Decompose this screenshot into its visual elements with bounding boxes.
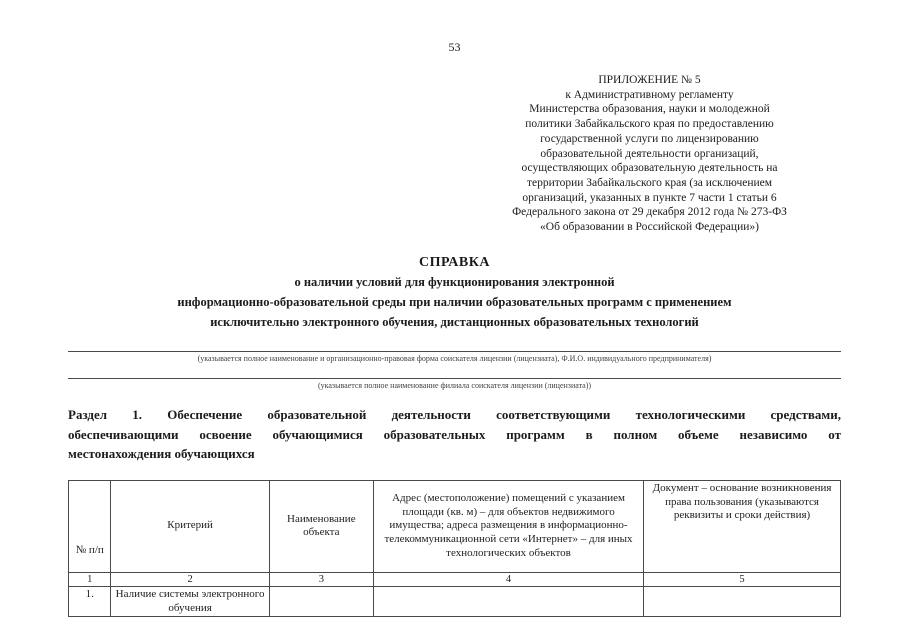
column-number: 1 — [69, 572, 111, 586]
title-sub-line: о наличии условий для функционирования электронной — [294, 274, 615, 289]
appendix-line: Министерства образования, науки и молодежной — [529, 103, 770, 116]
header-cell-criterion: Критерий — [111, 480, 269, 572]
appendix-line: Федерального закона от 29 декабря 2012 года № 273-ФЗ — [512, 206, 787, 219]
header-cell-address: Адрес (местоположение) помещений с указанием площади (кв. м) – для объектов недвижимого имущества; адреса размещения в информационно-телекоммуникационной сети «Интернет» – для иных технологических объектов — [373, 480, 643, 572]
section1-heading — [68, 405, 841, 464]
appendix-line: ПРИЛОЖЕНИЕ № 5 — [598, 74, 701, 86]
appendix-line: территории Забайкальского края (за исключением — [526, 177, 773, 190]
row-object-name-cell — [269, 586, 373, 617]
title-sub-line: исключительно электронного обучения, дистанционных образовательных технологий — [210, 314, 699, 329]
appendix-header — [452, 73, 847, 235]
row-number-cell: 1. — [69, 586, 111, 617]
section1-heading-line: обеспечивающими освоение обучающимися образовательных программ в полном объеме независимо от — [68, 426, 841, 442]
column-number: 4 — [373, 572, 643, 586]
document-title — [68, 255, 841, 331]
fill-in-line — [68, 378, 841, 379]
appendix-line: образовательной деятельности организаций, — [540, 147, 759, 160]
signature-lines — [68, 351, 841, 392]
fill-in-line — [68, 351, 841, 352]
header-cell-object-name: Наименование объекта — [269, 480, 373, 572]
page-number: 53 — [448, 40, 461, 54]
appendix-line: организаций, указанных в пункте 7 части 1 статьи 6 — [522, 191, 777, 204]
appendix-line: к Административному регламенту — [565, 88, 734, 101]
appendix-line: государственной услуги по лицензированию — [540, 132, 759, 145]
header-cell-document: Документ – основание возникновения права пользования (указываются реквизиты и сроки действия) — [644, 480, 841, 572]
table-header-row — [69, 480, 841, 572]
section1-table — [68, 480, 841, 618]
table-row — [69, 586, 841, 617]
section1-heading-line: Раздел 1. Обеспечение образовательной деятельности соответствующими технологическими средствами, — [68, 407, 841, 423]
appendix-line: «Об образовании в Российской Федерации») — [540, 221, 759, 234]
header-cell-number: № п/п — [69, 480, 111, 572]
section1-heading-line: местонахождения обучающихся — [68, 446, 255, 462]
title-main: СПРАВКА — [419, 254, 490, 270]
column-number: 2 — [111, 572, 269, 586]
appendix-line: осуществляющих образовательную деятельность на — [521, 162, 778, 175]
column-number: 3 — [269, 572, 373, 586]
appendix-line: политики Забайкальского края по предоставлению — [525, 118, 774, 131]
row-address-cell — [373, 586, 643, 617]
column-numbers-row — [69, 572, 841, 586]
fill-in-caption: (указывается полное наименование филиала соискателя лицензии (лицензиата)) — [317, 380, 592, 390]
fill-in-caption: (указывается полное наименование и организационно-правовая форма соискателя лицензии (лицензиата), Ф.И.О. индивидуального предпринимателя) — [197, 353, 712, 363]
row-criterion-cell: Наличие системы электронного обучения — [111, 586, 269, 617]
title-sub-line: информационно-образовательной среды при наличии образовательных программ с применением — [177, 294, 732, 309]
column-number: 5 — [644, 572, 841, 586]
row-document-cell — [644, 586, 841, 617]
